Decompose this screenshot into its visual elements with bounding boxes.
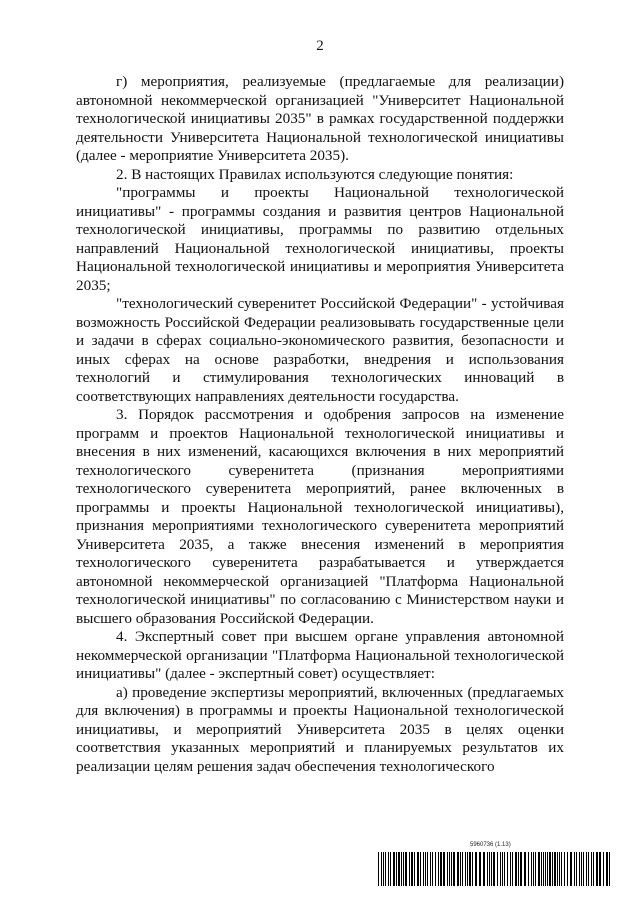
paragraph-4: 4. Экспертный совет при высшем органе управления автономной некоммерческой организации "Платформа Национальной технологической инициативы" (далее - экспертный совет) осуществляет:	[76, 628, 564, 682]
barcode	[377, 852, 613, 886]
paragraph-item-g: г) мероприятия, реализуемые (предлагаемые для реализации) автономной некоммерческой организацией "Университет Национальной технологической инициативы 2035" в рамках государственной поддержки деятельности Университета Национальной технологической инициативы (далее - мероприятие Университета 2035).	[76, 73, 564, 164]
document-code: 5960736 (1.13)	[470, 842, 511, 848]
definition-programs-projects: "программы и проекты Национальной технологической инициативы" - программы создания и развития центров Национальной технологической инициативы, программы по развитию отдельных направлений Национальной технологической инициативы, проекты Национальной технологической инициативы и мероприятия Университета 2035;	[76, 184, 564, 294]
paragraph-3: 3. Порядок рассмотрения и одобрения запросов на изменение программ и проектов Национальной технологической инициативы и внесения в них изменений, касающихся включения в них мероприятий технологического суверенитета (признания мероприятиями технологического суверенитета мероприятий, ранее включенных в программы и проекты Национальной технологической инициативы), признания мероприятиями технологического суверенитета мероприятий Университета 2035, а также внесения изменений в мероприятия технологического суверенитета разрабатывается и утверждается автономной некоммерческой организацией "Платформа Национальной технологической инициативы" по согласованию с Министерством науки и высшего образования Российской Федерации.	[76, 406, 564, 627]
definition-technological-sovereignty: "технологический суверенитет Российской Федерации" - устойчивая возможность Российской Федерации реализовывать государственные цели и задачи в сферах социально-экономического развития, безопасности и иных сферах на основе разработки, внедрения и использования технологий и стимулирования технологических инноваций в соответствующих направлениях деятельности государства.	[76, 295, 564, 405]
paragraph-4-item-a: а) проведение экспертизы мероприятий, включенных (предлагаемых для включения) в программы и проекты Национальной технологической инициативы, и мероприятий Университета 2035 в целях оценки соответствия указанных мероприятий и планируемых результатов их реализации целям решения задач обеспечения технологического	[76, 683, 564, 775]
page-number: 2	[316, 38, 324, 54]
document-body	[76, 73, 564, 776]
paragraph-2-intro: 2. В настоящих Правилах используются следующие понятия:	[116, 165, 514, 183]
